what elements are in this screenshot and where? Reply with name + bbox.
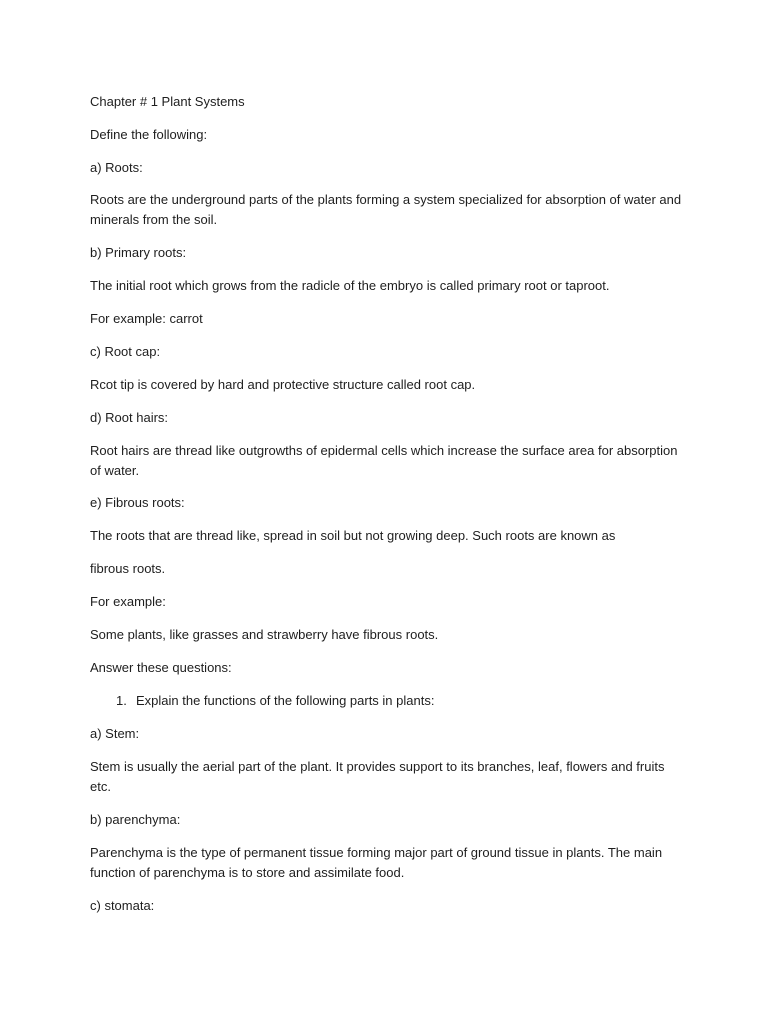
answer-heading: Answer these questions: [90, 660, 232, 675]
root-hairs-text-line-1: Root hairs are thread like outgrowths of epidermal cells which increase the surface area for absorption [90, 443, 678, 458]
chapter-title: Chapter # 1 Plant Systems [90, 94, 245, 109]
stem-text-line-1: Stem is usually the aerial part of the plant. It provides support to its branches, leaf, flowers and fruits [90, 759, 665, 774]
roots-text-line-2: minerals from the soil. [90, 212, 218, 227]
question-1-number: 1. [116, 693, 127, 708]
stomata-label: c) stomata: [90, 898, 155, 913]
root-hairs-text-line-2: of water. [90, 463, 140, 478]
fibrous-roots-label: e) Fibrous roots: [90, 495, 185, 510]
root-hairs-label: d) Root hairs: [90, 410, 169, 425]
parenchyma-text-line-1: Parenchyma is the type of permanent tissue forming major part of ground tissue in plants. The main [90, 845, 663, 860]
roots-label: a) Roots: [90, 160, 143, 175]
fibrous-roots-text-line-2: fibrous roots. [90, 561, 166, 576]
fibrous-roots-example-text: Some plants, like grasses and strawberry have fibrous roots. [90, 627, 439, 642]
primary-roots-label: b) Primary roots: [90, 245, 187, 260]
parenchyma-text-line-2: function of parenchyma is to store and assimilate food. [90, 865, 405, 880]
root-cap-label: c) Root cap: [90, 344, 161, 359]
define-heading: Define the following: [90, 127, 208, 142]
parenchyma-label: b) parenchyma: [90, 812, 181, 827]
primary-roots-example: For example: carrot [90, 311, 203, 326]
root-cap-text: Rcot tip is covered by hard and protective structure called root cap. [90, 377, 476, 392]
stem-label: a) Stem: [90, 726, 140, 741]
question-1-text: Explain the functions of the following parts in plants: [136, 693, 435, 708]
roots-text-line-1: Roots are the underground parts of the plants forming a system specialized for absorption of water and [90, 192, 682, 207]
fibrous-roots-text-line-1: The roots that are thread like, spread in soil but not growing deep. Such roots are known as [90, 528, 616, 543]
fibrous-roots-example-label: For example: [90, 594, 166, 609]
stem-text-line-2: etc. [90, 779, 111, 794]
primary-roots-text: The initial root which grows from the radicle of the embryo is called primary root or taproot. [90, 278, 610, 293]
